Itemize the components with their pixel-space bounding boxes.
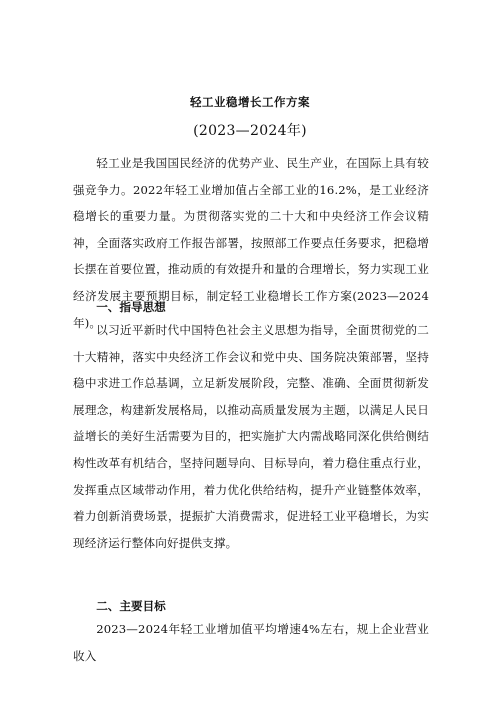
intro-paragraph: 轻工业是我国国民经济的优势产业、民生产业，在国际上具有较强竞争力。2022年轻工业增加值占全部工业的16.2%，是工业经济稳增长的重要力量。为贯彻落实党的二十大和中央经济工作会议精神，全面落实政府工作报告部署，按照部工作要点任务要求，把稳增长摆在首要位置，推动质的有效提升和量的合理增长，努力实现工业经济发展主要预期目标，制定轻工业稳增长工作方案(2023—2024年)。: [73, 156, 429, 330]
main-goals-paragraph: 2023—2024年轻工业增加值平均增速4%左右，规上企业营业收入: [73, 622, 429, 663]
section-heading-main-goals: 二、主要目标: [96, 599, 166, 613]
document-title: 轻工业稳增长工作方案: [190, 95, 310, 109]
document-subtitle: (2023—2024年): [193, 123, 307, 139]
section-heading-guiding-thought: 一、指导思想: [96, 300, 166, 314]
guiding-thought-paragraph: 以习近平新时代中国特色社会主义思想为指导，全面贯彻党的二十大精神，落实中央经济工作会议和党中央、国务院决策部署，坚持稳中求进工作总基调，立足新发展阶段，完整、准确、全面贯彻新发展理念，构建新发展格局，以推动高质量发展为主题，以满足人民日益增长的美好生活需要为目的，把实施扩大内需战略同深化供给侧结构性改革有机结合，坚持问题导向、目标导向，着力稳住重点行业，发挥重点区域带动作用，着力优化供给结构，提升产业链整体效率，着力创新消费场景，提振扩大消费需求，促进轻工业平稳增长，为实现经济运行整体向好提供支撑。: [73, 323, 429, 550]
